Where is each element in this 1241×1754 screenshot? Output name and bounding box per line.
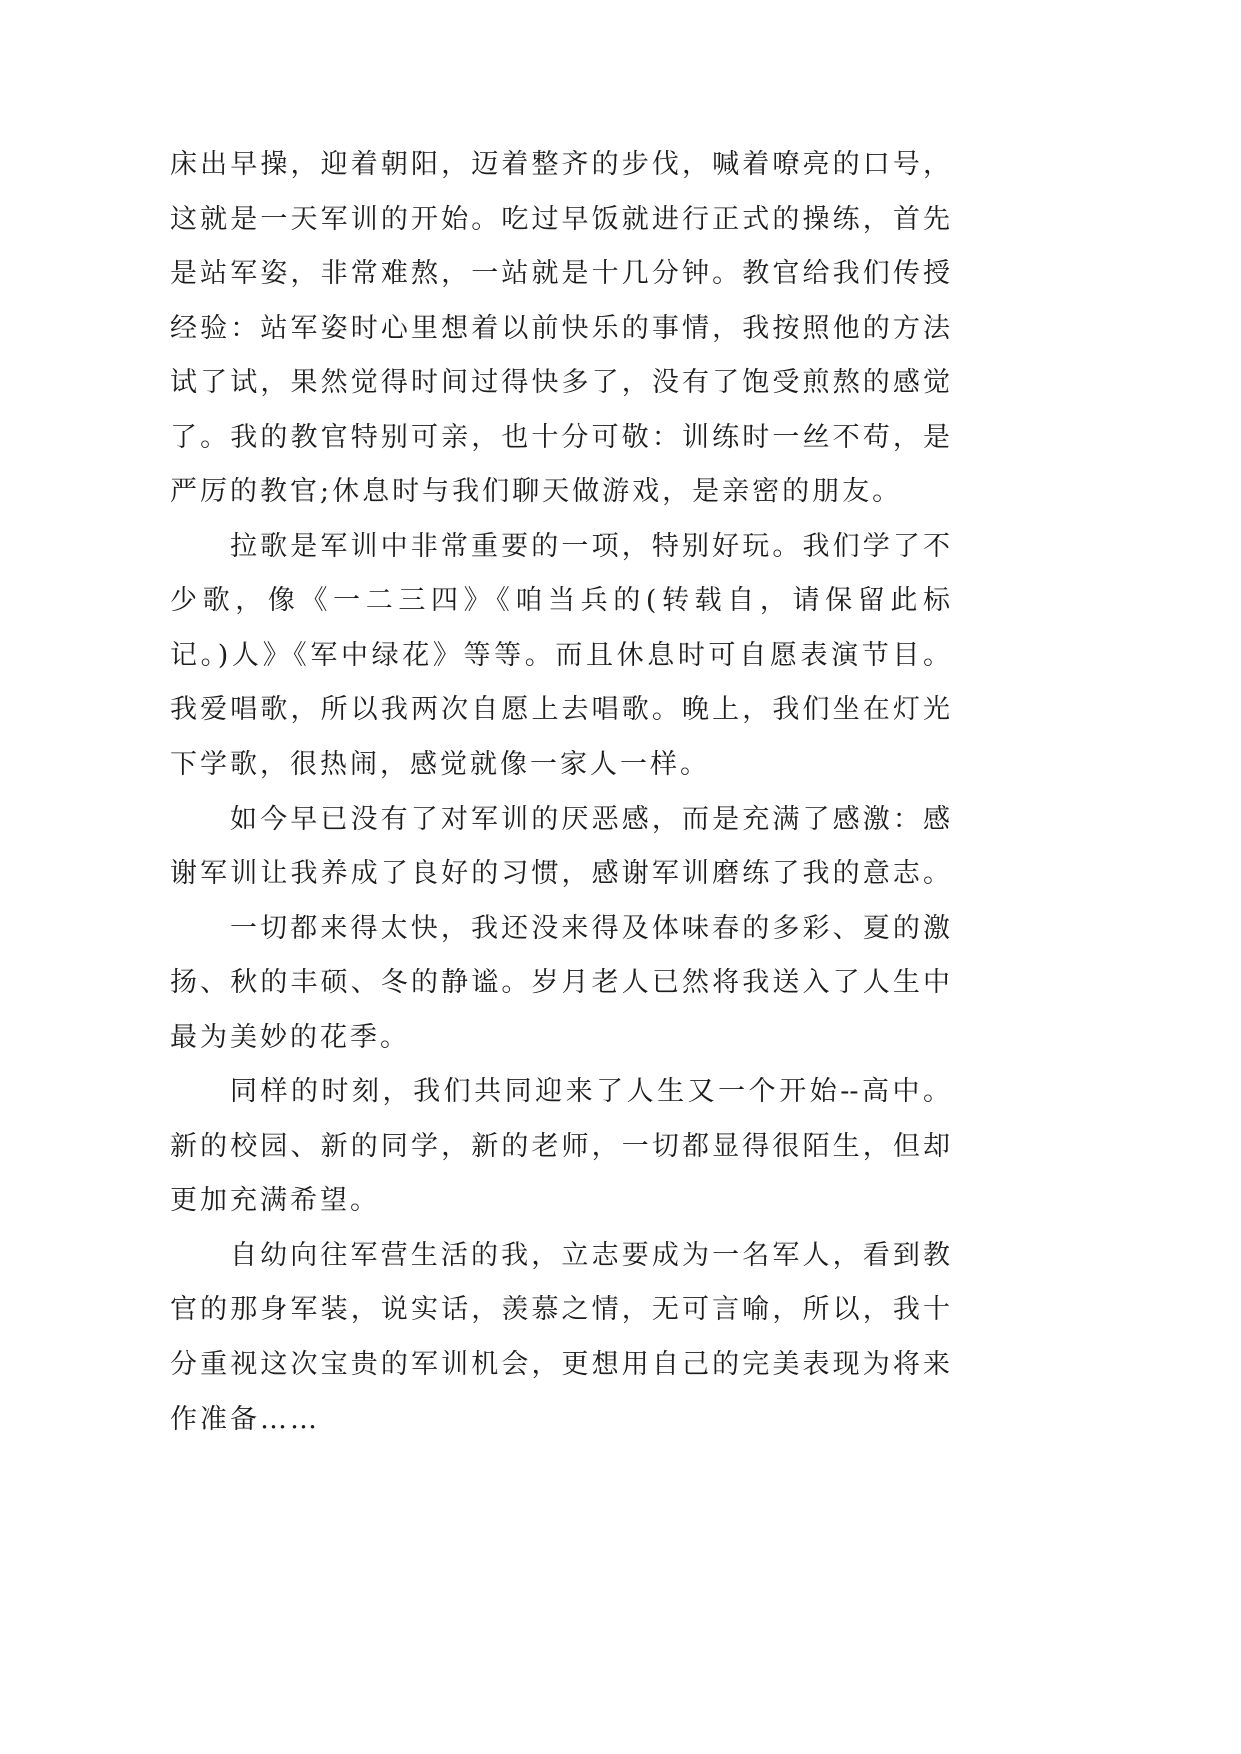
text-line: 我爱唱歌，所以我两次自愿上去唱歌。晚上，我们坐在灯光 bbox=[170, 694, 950, 726]
text-line: 经验：站军姿时心里想着以前快乐的事情，我按照他的方法 bbox=[170, 312, 950, 344]
text-line: 是站军姿，非常难熬，一站就是十几分钟。教官给我们传授 bbox=[170, 258, 950, 290]
text-line: 了。我的教官特别可亲，也十分可敬：训练时一丝不苟，是 bbox=[170, 421, 950, 453]
text-line: 这就是一天军训的开始。吃过早饭就进行正式的操练，首先 bbox=[170, 203, 950, 235]
text-line: 最为美妙的花季。 bbox=[170, 1021, 410, 1053]
text-line: 少歌，像《一二三四》《咱当兵的(转载自，请保留此标 bbox=[170, 585, 950, 617]
text-line: 更加充满希望。 bbox=[170, 1185, 380, 1217]
text-line: 分重视这次宝贵的军训机会，更想用自己的完美表现为将来 bbox=[170, 1349, 950, 1381]
text-line: 严厉的教官;休息时与我们聊天做游戏，是亲密的朋友。 bbox=[170, 476, 903, 508]
paragraph bbox=[170, 793, 950, 902]
text-line: 下学歌，很热闹，感觉就像一家人一样。 bbox=[170, 749, 710, 781]
text-line: 记。)人》《军中绿花》等等。而且休息时可自愿表演节目。 bbox=[170, 639, 950, 671]
text-line: 床出早操，迎着朝阳，迈着整齐的步伐，喊着嘹亮的口号， bbox=[170, 149, 950, 180]
text-line: 新的校园、新的同学，新的老师，一切都显得很陌生，但却 bbox=[170, 1130, 950, 1162]
text-line: 试了试，果然觉得时间过得快多了，没有了饱受煎熬的感觉 bbox=[170, 367, 950, 399]
paragraph bbox=[170, 902, 950, 1066]
text-line: 谢军训让我养成了良好的习惯，感谢军训磨练了我的意志。 bbox=[170, 858, 950, 890]
paragraph bbox=[170, 138, 950, 520]
text-line: 作准备…… bbox=[170, 1403, 320, 1435]
text-line: 一切都来得太快，我还没来得及体味春的多彩、夏的激 bbox=[230, 912, 950, 944]
text-line: 官的那身军装，说实话，羡慕之情，无可言喻，所以，我十 bbox=[170, 1294, 950, 1326]
paragraph bbox=[170, 1229, 950, 1447]
paragraph bbox=[170, 1065, 950, 1229]
paragraph bbox=[170, 520, 950, 793]
text-line: 如今早已没有了对军训的厌恶感，而是充满了感激：感 bbox=[230, 803, 950, 835]
document-body bbox=[170, 138, 950, 1447]
text-line: 同样的时刻，我们共同迎来了人生又一个开始--高中。 bbox=[230, 1076, 950, 1108]
text-line: 扬、秋的丰硕、冬的静谧。岁月老人已然将我送入了人生中 bbox=[170, 967, 950, 999]
text-line: 自幼向往军营生活的我，立志要成为一名军人，看到教 bbox=[230, 1239, 950, 1271]
text-line: 拉歌是军训中非常重要的一项，特别好玩。我们学了不 bbox=[230, 530, 950, 562]
